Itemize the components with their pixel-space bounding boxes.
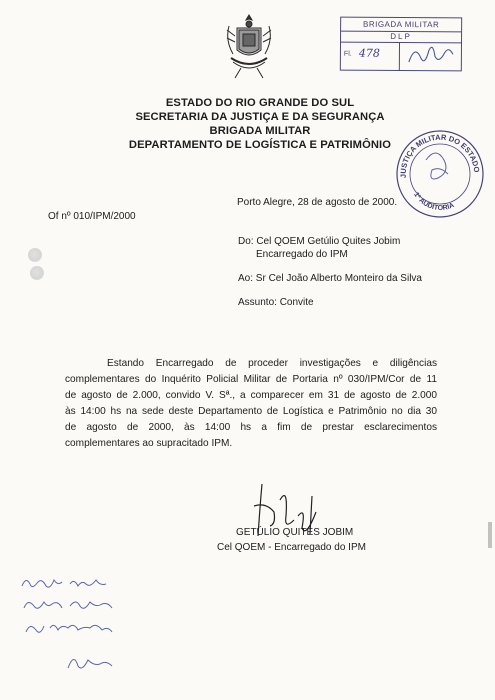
- court-round-stamp: [392, 126, 488, 222]
- header-brigade: BRIGADA MILITAR: [209, 125, 311, 137]
- stamp-initials-signature: [405, 40, 457, 68]
- body-line: complementares ao supracitado IPM.: [65, 437, 233, 449]
- to-line: Ao: Sr Cel João Alberto Monteiro da Silva: [238, 273, 422, 284]
- punch-hole: [30, 266, 44, 280]
- protocol-stamp: [340, 17, 462, 72]
- signer-name: GETÚLIO QUITES JOBIM: [236, 527, 354, 538]
- header-state: ESTADO DO RIO GRANDE DO SUL: [165, 97, 355, 109]
- subject-line: Assunto: Convite: [238, 297, 314, 308]
- header-secretariat: SECRETARIA DA JUSTIÇA E DA SEGURANÇA: [135, 111, 385, 123]
- round-stamp-top-text: JUSTIÇA MILITAR DO ESTADO: [398, 132, 482, 179]
- stamp-folio-number: 478: [358, 46, 380, 60]
- header-department: DEPARTAMENTO DE LOGÍSTICA E PATRIMÔNIO: [128, 139, 392, 151]
- from-role: Encarregado do IPM: [256, 249, 348, 260]
- place-date: Porto Alegre, 28 de agosto de 2000.: [237, 197, 398, 208]
- coat-of-arms-icon: [221, 12, 277, 82]
- letterhead: [100, 96, 420, 152]
- letter-body: [65, 356, 437, 451]
- body-line: de agosto de 2000, às 14:00 hs a fim de prestar esclarecimentos: [65, 421, 437, 433]
- stamp-dept: DLP: [341, 31, 461, 44]
- stamp-org: BRIGADA MILITAR: [341, 18, 461, 33]
- from-line: Do: Cel QOEM Getúlio Quites Jobim: [238, 236, 401, 247]
- stamp-folio-cell: [341, 42, 400, 70]
- punch-hole: [28, 248, 42, 262]
- body-line: complementares do Inquérito Policial Militar de Portaria nº 030/IPM/Cor de 11: [65, 373, 437, 385]
- svg-text:JUSTIÇA MILITAR DO ESTADO: [399, 133, 482, 179]
- body-line: às 14:00 hs na sede deste Departamento de Logística e Patrimônio no dia 30: [65, 405, 437, 417]
- edge-mark: [488, 522, 492, 548]
- round-stamp-bottom-text: 1ª AUDITORIA: [412, 191, 456, 212]
- svg-text:1ª AUDITORIA: [412, 191, 455, 212]
- signer-title: Cel QOEM - Encarregado do IPM: [217, 542, 366, 553]
- stamp-folio-label: Fl.: [343, 50, 352, 58]
- body-line: de agosto de 2.000, convido V. Sª., a comparecer em 31 de agosto de 2.000: [65, 389, 437, 401]
- office-reference: Of nº 010/IPM/2000: [48, 211, 136, 222]
- handwritten-note: [18, 572, 148, 682]
- body-line: Estando Encarregado de proceder investigações e diligências: [107, 358, 437, 369]
